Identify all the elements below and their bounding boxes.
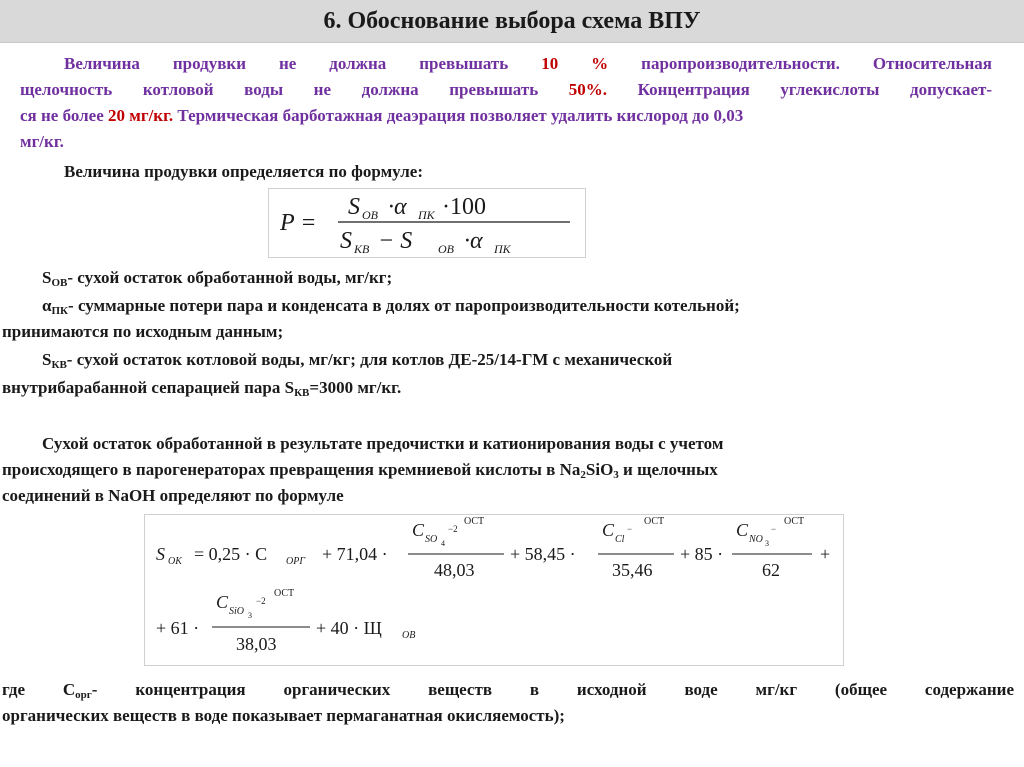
def-skv-text2-sub: КВ [294,387,310,399]
formula-p-den-alpha: ·α [464,228,483,254]
intro-line-2 [20,78,992,102]
def-sov-text: - сухой остаток обработанной воды, мг/кг; [67,268,393,287]
sok-t4: + 85 · [680,544,724,564]
sok-lhs: S [156,544,165,564]
def-apk [42,294,740,323]
footer-line-2: органических веществ в воде показывает пермаганатная окисляемость); [2,706,565,725]
para2-l2a: происходящего в парогенераторах превращения кремниевой кислоты в Na [2,460,581,479]
intro-highlight-10: 10 % [541,54,609,73]
def-apk-sym: α [42,296,52,315]
sok-f4-sub: SiO [229,606,244,617]
title-bar [0,0,1024,43]
formula-p-num-a-sub: ПК [418,208,435,222]
sok-f1-den: 48,03 [434,560,475,580]
def-skv-sym: S [42,350,52,369]
def-skv-line-2 [2,376,401,405]
def-skv [42,348,672,377]
sok-f3-sub2: 3 [765,539,769,548]
sok-r2-start: + 61 · [156,618,200,638]
slide-title: 6. Обоснование выбора схема ВПУ [323,7,701,34]
def-skv-text2a: внутрибарабанной сепарацией пара S [2,378,295,397]
intro-line-1 [64,52,992,76]
sok-f1-sup: ОСТ [464,516,485,527]
intro-l2c: Концентрация углекислоты допускает- [607,80,993,99]
formula-p-den-a-sub: ПК [494,242,511,256]
sok-f2-num: C [602,520,615,540]
para2-line-1: Сухой остаток обработанной в результате предочистки и катионирования воды с учетом [42,434,724,453]
intro-l3a: ся не более [20,106,109,125]
sok-f1-num: C [412,520,425,540]
formula-p [268,188,584,256]
def-apk-line-2: принимаются по исходным данным; [2,322,284,341]
sok-f1-charge: −2 [448,524,458,534]
footer-l1b: - концентрация органических веществ в исходной воде мг/кг (общее содержание [91,680,1015,699]
footer-l1a: где С [2,680,76,699]
formula-p-num-s-sub: ОВ [362,208,378,222]
formula-intro: Величина продувки определяется по формуле: [64,162,423,181]
sok-f3-den: 62 [762,560,780,580]
intro-l1a: Величина продувки не должна превышать [64,54,542,73]
para2-line-3: соединений в NaOH определяют по формуле [2,486,344,505]
sok-f1-sub2: 4 [441,539,445,548]
formula-p-num-rest: ·100 [442,194,486,220]
intro-l3c: Термическая барботажная деаэрация позволяет удалить кислород до 0,03 [173,106,744,125]
para2-l2c: и щелочных [618,460,718,479]
def-skv-sub: КВ [51,359,67,371]
sok-f2-sup: ОСТ [644,516,665,527]
sok-f4-den: 38,03 [236,634,277,654]
sok-f2-den: 35,46 [612,560,653,580]
sok-t1: = 0,25 · C [194,544,268,564]
para2-l2-sub2: 3 [613,469,619,481]
footer-line-1 [2,678,1014,707]
intro-highlight-50: 50%. [568,80,608,99]
intro-line-4: мг/кг. [20,132,64,151]
sok-t2: + 71,04 · [322,544,388,564]
para2-line-2 [2,458,718,487]
sok-f3-sup: ОСТ [784,516,805,527]
def-apk-sub: ПК [51,305,69,317]
formula-p-den-s1-sub: КВ [354,242,370,256]
formula-sok [144,514,842,664]
sok-f2-charge: − [627,524,633,534]
sok-r2-end: + 40 · Щ [316,618,382,638]
sok-t5: + [820,544,831,564]
sok-f4-sup: ОСТ [274,588,295,599]
sok-f1-sub: SO [425,534,438,545]
sok-f2-sub: Cl [615,534,625,545]
sok-t1-sub: ОРГ [286,556,306,567]
formula-p-den-s2-sub: ОВ [438,242,454,256]
def-sov-sub: ОВ [51,277,68,289]
footer-l1-sub: орг [75,689,92,701]
formula-p-lhs: P = [280,210,317,236]
para2-l2b: SiO [585,460,614,479]
sok-f3-num: C [736,520,749,540]
sok-f4-num: C [216,592,229,612]
formula-p-num-alpha: ·α [388,194,407,220]
sok-r2-end-sub: ОВ [402,630,416,641]
sok-f4-charge: −2 [256,596,266,606]
def-skv-text2b: =3000 мг/кг. [309,378,402,397]
formula-p-den-s1: S [340,228,352,254]
def-apk-text: - суммарные потери пара и конденсата в долях от паропроизводительности котельной; [68,296,740,315]
sok-f3-sub: NO [749,534,763,545]
intro-highlight-20: 20 мг/кг. [108,106,174,125]
sok-f4-sub2: 3 [248,611,252,620]
formula-p-den-minus: − S [378,228,413,254]
sok-t3: + 58,45 · [510,544,576,564]
def-sov [42,266,392,295]
para2-l2-sub1: 2 [580,469,586,481]
sok-f3-charge: − [771,524,777,534]
intro-line-3 [20,104,743,128]
def-skv-text: - сухой остаток котловой воды, мг/кг; для котлов ДЕ-25/14-ГМ с механической [66,350,673,369]
intro-l1c: паропроизводительности. Относительная [608,54,992,73]
intro-l2a: щелочность котловой воды не должна превышать [20,80,569,99]
formula-p-num-s: S [348,194,360,220]
def-sov-sym: S [42,268,52,287]
sok-lhs-sub: ОК [168,556,182,567]
